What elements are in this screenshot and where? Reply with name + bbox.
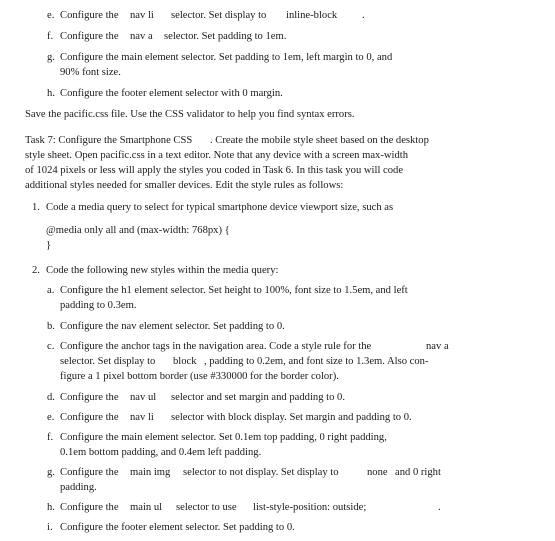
item-text: Configure the <box>60 412 119 423</box>
item-marker: c. <box>47 341 55 352</box>
item-text: Configure the main element selector. Set padding to 1em, left margin to 0, and <box>60 52 393 63</box>
item-marker: b. <box>47 321 55 332</box>
item-marker: d. <box>47 392 55 403</box>
code-selector: nav ul <box>130 392 157 403</box>
item-text: selector with block display. Set margin and padding to 0. <box>171 412 412 423</box>
task-heading: Task 7: Configure the Smartphone CSS <box>25 135 193 146</box>
task-text: of 1024 pixels or less will apply the styles you coded in Task 6. In this task you will code <box>25 165 404 176</box>
item-text: selector. Set display to <box>171 10 267 21</box>
code-closing-brace: } <box>46 240 52 251</box>
step-text: Code the following new styles within the media query: <box>46 265 279 276</box>
item-text: selector. Set display to <box>60 356 156 367</box>
item-text: . <box>362 10 365 21</box>
code-selector: nav li <box>130 10 154 21</box>
code-selector: nav a <box>130 31 153 42</box>
task-text: style sheet. Open pacific.css in a text editor. Note that any device with a screen max-width <box>25 150 409 161</box>
item-text: padding to 0.3em. <box>60 300 137 311</box>
item-text: Configure the main element selector. Set 0.1em top padding, 0 right padding, <box>60 432 387 443</box>
item-marker: h. <box>47 502 55 513</box>
item-marker: h. <box>47 88 55 99</box>
item-text: 90% font size. <box>60 67 121 78</box>
code-media-query: @media only all and (max-width: 768px) { <box>46 225 230 236</box>
item-marker: i. <box>47 522 53 533</box>
save-note: Save the pacific.css file. Use the CSS validator to help you find syntax errors. <box>25 109 355 120</box>
item-text: Configure the h1 element selector. Set height to 100%, font size to 1.5em, and left <box>60 285 408 296</box>
item-marker: e. <box>47 10 55 21</box>
item-text: padding. <box>60 482 97 493</box>
item-marker: g. <box>47 467 55 478</box>
item-marker: f. <box>47 31 54 42</box>
item-text: Configure the footer element selector with 0 margin. <box>60 88 283 99</box>
item-text: selector. Set padding to 1em. <box>164 31 287 42</box>
item-marker: a. <box>47 285 55 296</box>
step-marker: 2. <box>32 265 40 276</box>
code-selector: main img <box>130 467 171 478</box>
item-text: Configure the anchor tags in the navigation area. Code a style rule for the <box>60 341 372 352</box>
item-text: Configure the <box>60 10 119 21</box>
item-marker: g. <box>47 52 55 63</box>
item-text: selector to not display. Set display to <box>183 467 339 478</box>
item-text: Configure the footer element selector. Set padding to 0. <box>60 522 295 533</box>
item-text: Configure the nav element selector. Set padding to 0. <box>60 321 285 332</box>
item-marker: f. <box>47 432 54 443</box>
item-text: selector to use <box>176 502 237 513</box>
item-text: and 0 right <box>395 467 441 478</box>
item-text: Configure the <box>60 31 119 42</box>
code-selector: nav a <box>426 341 449 352</box>
item-text: figure a 1 pixel bottom border (use #330000 for the border color). <box>60 371 339 382</box>
task-text: . Create the mobile style sheet based on the desktop <box>210 135 429 146</box>
step-text: Code a media query to select for typical smartphone device viewport size, such as <box>46 202 394 213</box>
code-value: none <box>367 467 388 478</box>
item-text: , padding to 0.2em, and font size to 1.3em. Also con- <box>204 356 429 367</box>
item-marker: e. <box>47 412 55 423</box>
item-text: . <box>438 502 441 513</box>
item-text: Configure the <box>60 502 119 513</box>
step-marker: 1. <box>32 202 40 213</box>
code-value: inline-block <box>286 10 338 21</box>
item-text: 0.1em bottom padding, and 0.4em left padding. <box>60 447 262 458</box>
code-value: list-style-position: outside; <box>253 502 367 513</box>
item-text: Configure the <box>60 392 119 403</box>
task-text: additional styles needed for smaller devices. Edit the style rules as follows: <box>25 180 344 191</box>
code-selector: main ul <box>130 502 163 513</box>
item-text: Configure the <box>60 467 119 478</box>
code-value: block <box>173 356 197 367</box>
code-selector: nav li <box>130 412 154 423</box>
item-text: selector and set margin and padding to 0. <box>171 392 345 403</box>
